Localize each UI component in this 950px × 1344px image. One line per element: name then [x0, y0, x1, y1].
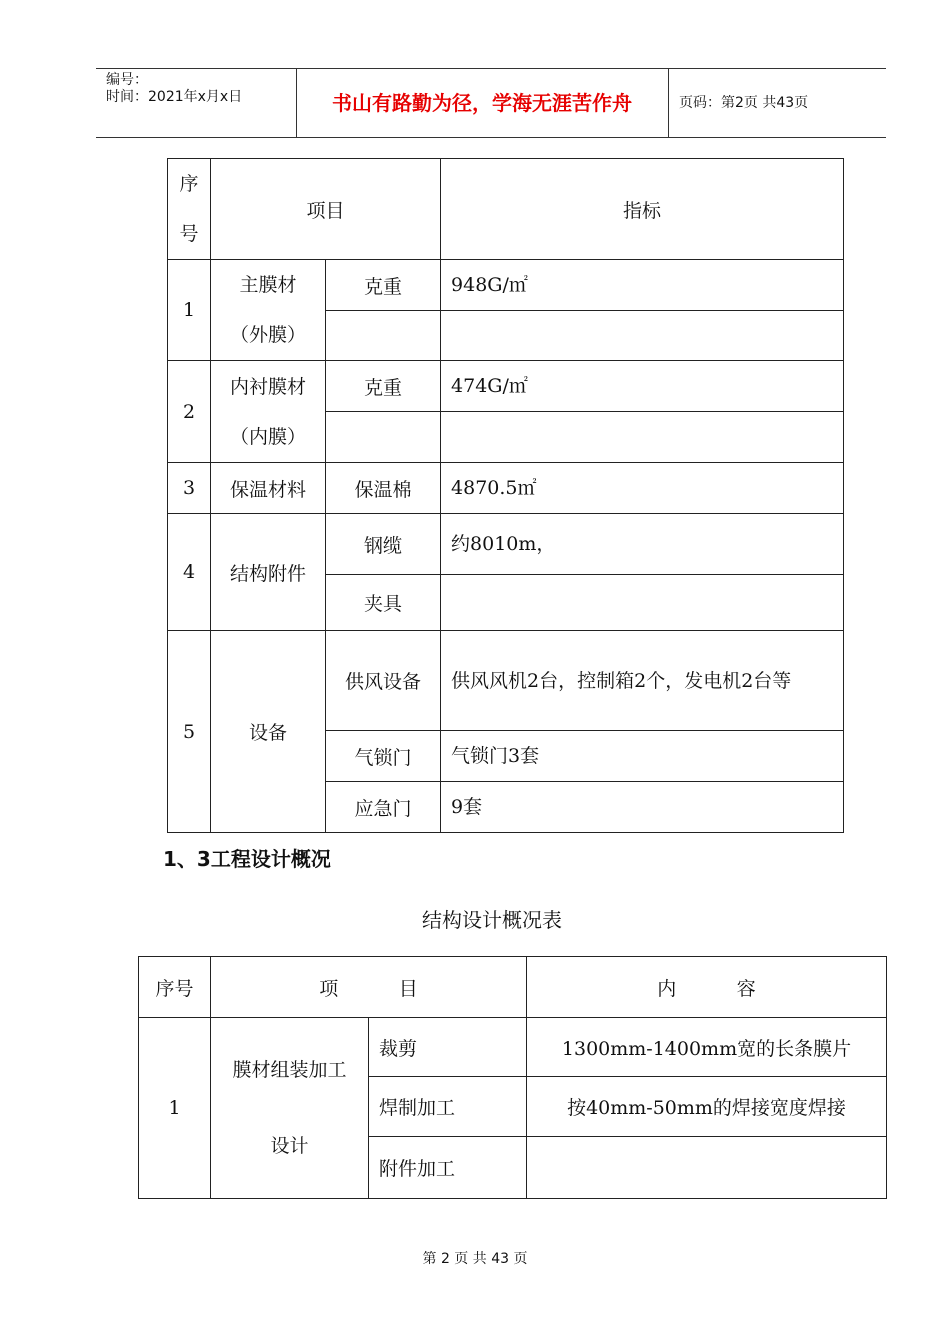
table-row [168, 361, 844, 412]
row-item-line: 主膜材 [239, 274, 297, 296]
row-sub: 夹具 [326, 575, 441, 631]
header-content: 内 容 [527, 957, 887, 1018]
structure-design-table [138, 956, 887, 1199]
row-sub: 焊制加工 [369, 1077, 527, 1137]
row-sub: 供风设备 [326, 631, 441, 731]
header-item: 项 目 [211, 957, 527, 1018]
row-item-line: 膜材组装加工 [232, 1059, 347, 1081]
row-sub: 克重 [326, 260, 441, 311]
row-value: 4870.5㎡ [441, 463, 844, 514]
serial-label: 编号： [106, 72, 148, 88]
header-item: 项目 [211, 159, 441, 260]
row-value [441, 412, 844, 463]
header-index: 序号 [168, 159, 211, 260]
row-sub: 裁剪 [369, 1018, 527, 1077]
row-value: 948G/㎡ [441, 260, 844, 311]
row-sub: 气锁门 [326, 731, 441, 782]
row-value: 约8010m， [441, 514, 844, 575]
row-item-line: （外膜） [229, 324, 306, 346]
row-value [441, 575, 844, 631]
row-value: 供风风机2台，控制箱2个，发电机2台等 [441, 631, 844, 731]
row-item-line: 设计 [270, 1135, 309, 1157]
row-index: 1 [139, 1018, 211, 1199]
table-header-row [139, 957, 887, 1018]
row-sub: 应急门 [326, 782, 441, 833]
row-item [211, 260, 326, 361]
page-footer: 第 2 页 共 43 页 [422, 1251, 528, 1267]
row-item: 结构附件 [211, 514, 326, 631]
row-item: 设备 [211, 631, 326, 833]
row-index: 1 [168, 260, 211, 361]
materials-table [167, 158, 844, 833]
row-item [211, 1018, 369, 1199]
row-item: 保温材料 [211, 463, 326, 514]
row-value: 474G/㎡ [441, 361, 844, 412]
row-value: 9套 [441, 782, 844, 833]
time-label: 时间：2021年x月x日 [106, 89, 243, 105]
page-header [96, 68, 886, 138]
table-row [168, 514, 844, 575]
row-item [211, 361, 326, 463]
row-item-line: （内膜） [229, 425, 306, 448]
row-index: 2 [168, 361, 211, 463]
header-indicator: 指标 [441, 159, 844, 260]
header-page-label: 页码：第2页 共43页 [679, 95, 809, 111]
table-row [168, 631, 844, 731]
row-sub: 钢缆 [326, 514, 441, 575]
row-content: 按40mm-50mm的焊接宽度焊接 [527, 1077, 887, 1137]
header-meta [96, 69, 297, 137]
row-index: 4 [168, 514, 211, 631]
table-row [168, 463, 844, 514]
row-sub: 保温棉 [326, 463, 441, 514]
row-value [441, 311, 844, 361]
row-sub [326, 311, 441, 361]
row-index: 3 [168, 463, 211, 514]
section-title: 1、3工程设计概况 [163, 847, 331, 871]
header-motto: 书山有路勤为径，学海无涯苦作舟 [296, 69, 669, 137]
table-row [168, 260, 844, 311]
header-index: 序号 [139, 957, 211, 1018]
row-index: 5 [168, 631, 211, 833]
row-sub [326, 412, 441, 463]
row-item-line: 内衬膜材 [229, 375, 306, 398]
row-sub: 克重 [326, 361, 441, 412]
table-caption: 结构设计概况表 [422, 908, 562, 932]
table-header-row [168, 159, 844, 260]
row-value: 气锁门3套 [441, 731, 844, 782]
row-sub: 附件加工 [369, 1137, 527, 1199]
row-content: 1300mm-1400mm宽的长条膜片 [527, 1018, 887, 1077]
table-row [139, 1018, 887, 1077]
row-content [527, 1137, 887, 1199]
